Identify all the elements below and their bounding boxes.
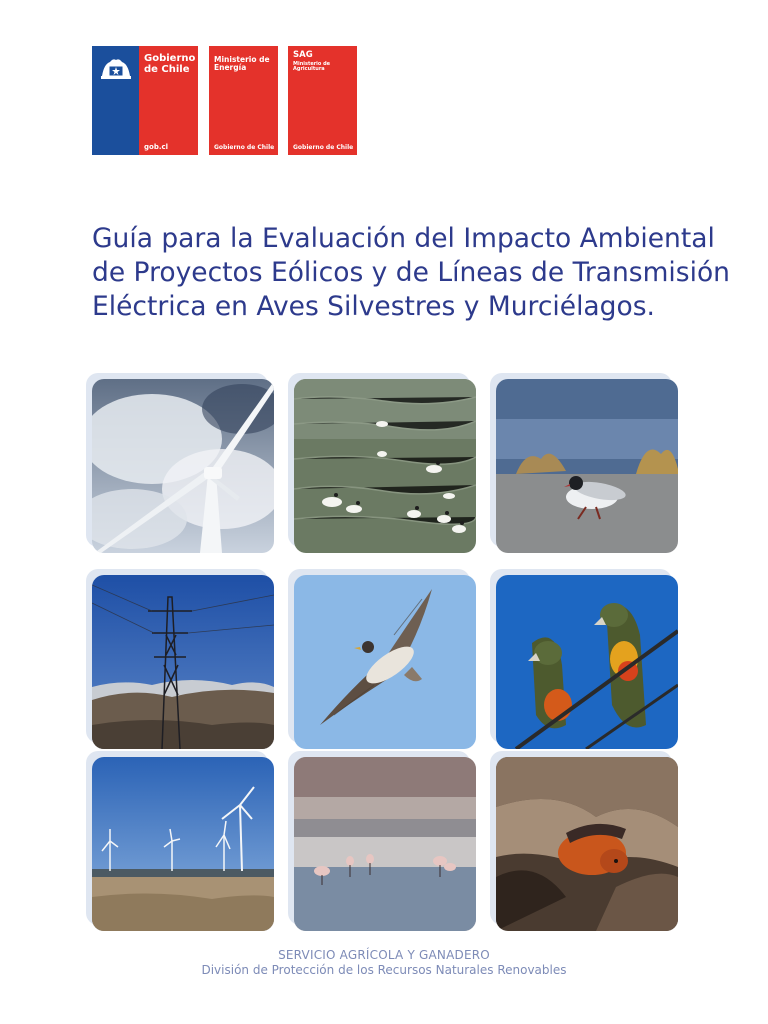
document-title [92,222,730,324]
title-line-3: Eléctrica en Aves Silvestres y Murciélagos. [92,291,655,322]
ministerio-title: Ministerio de Energía [214,55,270,72]
ministerio-footer: Gobierno de Chile [214,143,275,151]
title-line-1: Guía para la Evaluación del Impacto Ambiental [92,223,715,254]
gobierno-de-chile-logo [92,46,198,155]
footer-division: División de Protección de los Recursos Naturales Renovables [201,963,567,977]
bat-photo [496,757,678,931]
sag-logo [288,46,357,155]
gull-photo [496,379,678,553]
gobierno-title: Gobierno de Chile [144,53,196,75]
sag-footer: Gobierno de Chile [293,143,354,151]
parrots-photo [496,575,678,749]
sag-subtitle: Ministerio de Agricultura [293,61,331,73]
wind-turbine-photo [92,379,274,553]
chile-crest-icon [98,54,134,82]
hawk-photo [294,575,476,749]
transmission-tower-photo [92,575,274,749]
gob-cl-label: gob.cl [144,142,169,151]
footer-organization: SERVICIO AGRÍCOLA Y GANADERO [278,948,490,962]
swans-lake-photo [294,379,476,553]
sag-title: SAG [293,50,313,60]
flamingos-photo [294,757,476,931]
ministerio-energia-logo [209,46,278,155]
wind-farm-photo [92,757,274,931]
footer [0,948,768,977]
title-line-2: de Proyectos Eólicos y de Líneas de Transmisión [92,257,730,288]
